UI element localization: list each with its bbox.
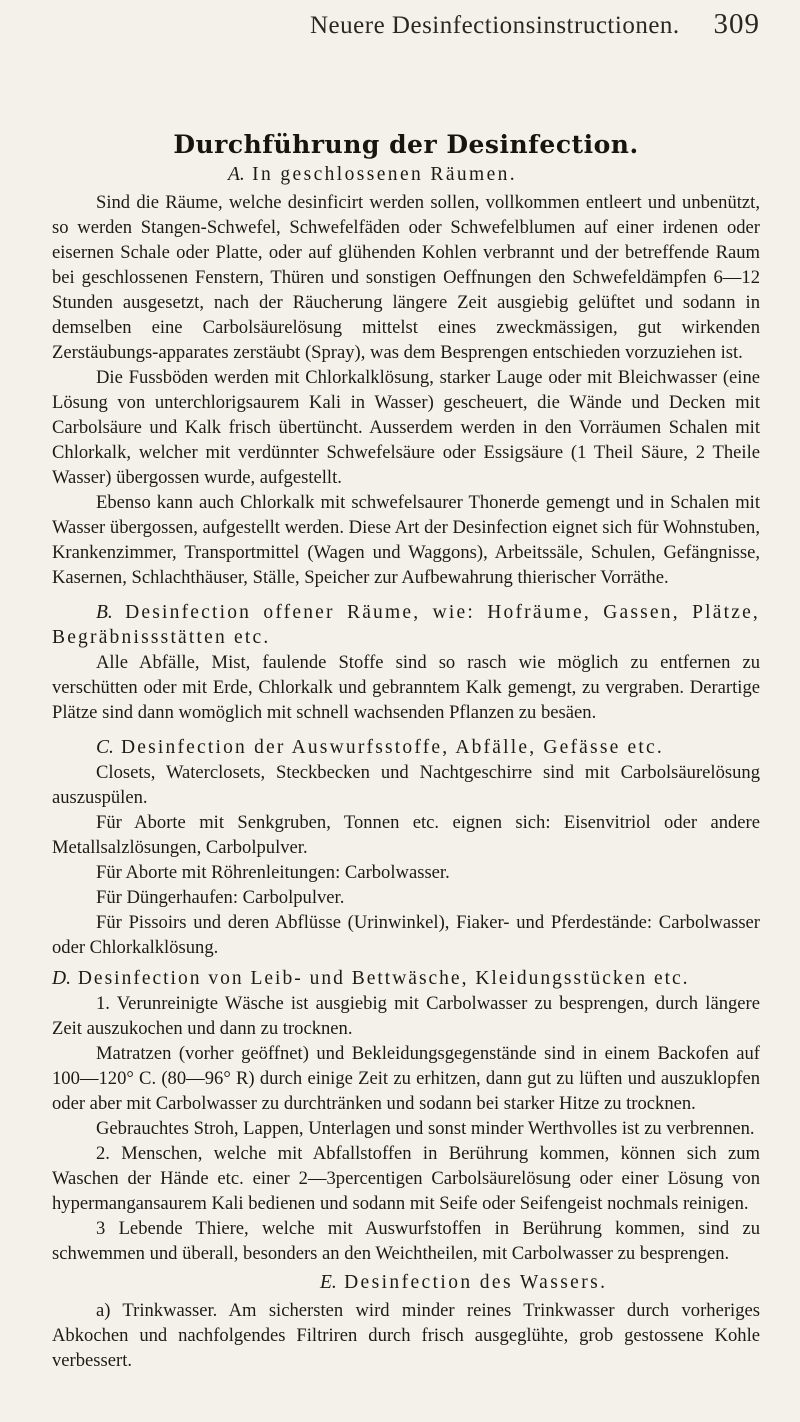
section-a-title (52, 164, 760, 190)
section-d-title (52, 966, 760, 991)
section-c-title-text: Desinfection der Auswurfsstoffe, Abfälle, Gefässe etc. (120, 737, 664, 758)
section-c-paragraph-2: Für Aborte mit Senkgruben, Tonnen etc. eignen sich: Eisenvitriol oder andere Metallsalzlösungen, Carbolpulver. (52, 812, 760, 858)
section-d-paragraph-2: Matratzen (vorher geöffnet) und Bekleidungsgegenstände sind in einem Backofen auf 100—120° C. (80—96° R) durch einige Zeit zu erhitzen, dann gut zu lüften und auszuklopfen oder aber mit Carbolwasser zu durchtränken und sodann bei starker Hitze zu trocknen. (52, 1043, 760, 1114)
section-d-paragraph-3: Gebrauchtes Stroh, Lappen, Unterlagen und sonst minder Werthvolles ist zu verbrennen. (96, 1118, 755, 1139)
section-a-paragraph-3: Ebenso kann auch Chlorkalk mit schwefelsaurer Thonerde gemengt und in Schalen mit Wasser übergossen, aufgestellt werden. Diese Art der Desinfection eignet sich für Wohnstuben, Krankenzimmer, Transportmittel (Wagen und Waggons), Arbeitssäle, Schulen, Gefängnisse, Kasernen, Schlachthäuser, Ställe, Speicher zur Aufbewahrung thierischer Vorräthe. (52, 492, 760, 588)
section-d-paragraph-5: 3 Lebende Thiere, welche mit Auswurfstoffen in Berührung kommen, sind zu schwemmen und überall, besonders an den Weichtheilen, mit Carbolwasser zu besprengen. (52, 1218, 760, 1264)
section-a-paragraph-1: Sind die Räume, welche desinficirt werden sollen, vollkommen entleert und unbenützt, so werden Stangen-Schwefel, Schwefelfäden oder Schwefelblumen auf einer irdenen oder eisernen Schale oder Platte, oder auf glühenden Kohlen verbrannt und der betreffende Raum bei geschlossenen Fenstern, Thüren und sonstigen Oeffnungen den Schwefeldämpfen 6—12 Stunden ausgesetzt, nach der Räucherung längere Zeit ausgiebig gelüftet und sodann in demselben eine Carbolsäurelösung mittelst eines zweckmässigen, gut wirkenden Zerstäubungs-apparates zerstäubt (Spray), was dem Besprengen entschieden vorzuziehen ist. (52, 192, 760, 363)
section-c-title (52, 735, 760, 760)
spacer (52, 590, 760, 600)
page-number: 309 (713, 8, 760, 40)
section-a-paragraph-2: Die Fussböden werden mit Chlorkalklösung, starker Lauge oder mit Bleichwasser (eine Lösung von unterchlorigsaurem Kali in Wasser) gescheuert, die Wände und Decken mit Carbolsäure und Kalk frisch übertüncht. Ausserdem werden in den Vorräumen Schalen mit Chlorkalk, welcher mit verdünnter Schwefelsäure oder Essigsäure (1 Theil Säure, 2 Theile Wasser) übergossen wurde, aufgestellt. (52, 367, 760, 488)
section-b-title-text: Desinfection offener Räume, wie: Hofräume, Gassen, Plätze, Begräbnissstätten etc. (52, 602, 760, 648)
section-c-paragraph-5: Für Pissoirs und deren Abflüsse (Urinwinkel), Fiaker- und Pferdestände: Carbolwasser oder Chlorkalklösung. (52, 912, 760, 958)
section-e-paragraph-1: a) Trinkwasser. Am sichersten wird minder reines Trinkwasser durch vorheriges Abkochen und nachfolgendes Filtriren durch frisch ausgeglühte, grob gestossene Kohle verbessert. (52, 1300, 760, 1371)
section-c-paragraph-4: Für Düngerhaufen: Carbolpulver. (96, 887, 345, 908)
section-a-letter: A. (228, 164, 245, 185)
section-e-letter: E. (320, 1272, 337, 1293)
running-title: Neuere Desinfectionsinstructionen. (310, 12, 680, 39)
section-b-title (52, 600, 760, 650)
section-b-paragraph-1: Alle Abfälle, Mist, faulende Stoffe sind so rasch wie möglich zu entfernen zu verschütten oder mit Erde, Chlorkalk und gebranntem Kalk gemengt, zu vergraben. Derartige Plätze sind dann womöglich mit schnell wachsenden Pflanzen zu besäen. (52, 652, 760, 723)
section-c-paragraph-3: Für Aborte mit Röhrenleitungen: Carbolwasser. (96, 862, 450, 883)
section-a-title-text: In geschlossenen Räumen. (252, 164, 518, 185)
section-d-title-text: Desinfection von Leib- und Bettwäsche, Kleidungsstücken etc. (77, 968, 690, 989)
section-e-title (52, 1272, 760, 1298)
section-d-paragraph-1: 1. Verunreinigte Wäsche ist ausgiebig mit Carbolwasser zu besprengen, durch längere Zeit auszukochen und dann zu trocknen. (52, 993, 760, 1039)
running-head (52, 0, 760, 50)
section-b-letter: B. (96, 602, 113, 623)
section-c-letter: C. (96, 737, 114, 758)
section-d-paragraph-4: 2. Menschen, welche mit Abfallstoffen in Berührung kommen, können sich zum Waschen der Hände etc. einer 2—3percentigen Carbolsäurelösung oder einer Lösung von hypermangansaurem Kali bedienen und sodann mit Seife oder Seifengeist nochmals reinigen. (52, 1143, 760, 1214)
section-d-letter: D. (52, 968, 71, 989)
chapter-heading: Durchführung der Desinfection. (173, 130, 639, 159)
section-c-paragraph-1: Closets, Waterclosets, Steckbecken und Nachtgeschirre sind mit Carbolsäurelösung auszuspülen. (52, 762, 760, 808)
spacer (52, 725, 760, 735)
section-e-title-text: Desinfection des Wassers. (344, 1272, 608, 1293)
